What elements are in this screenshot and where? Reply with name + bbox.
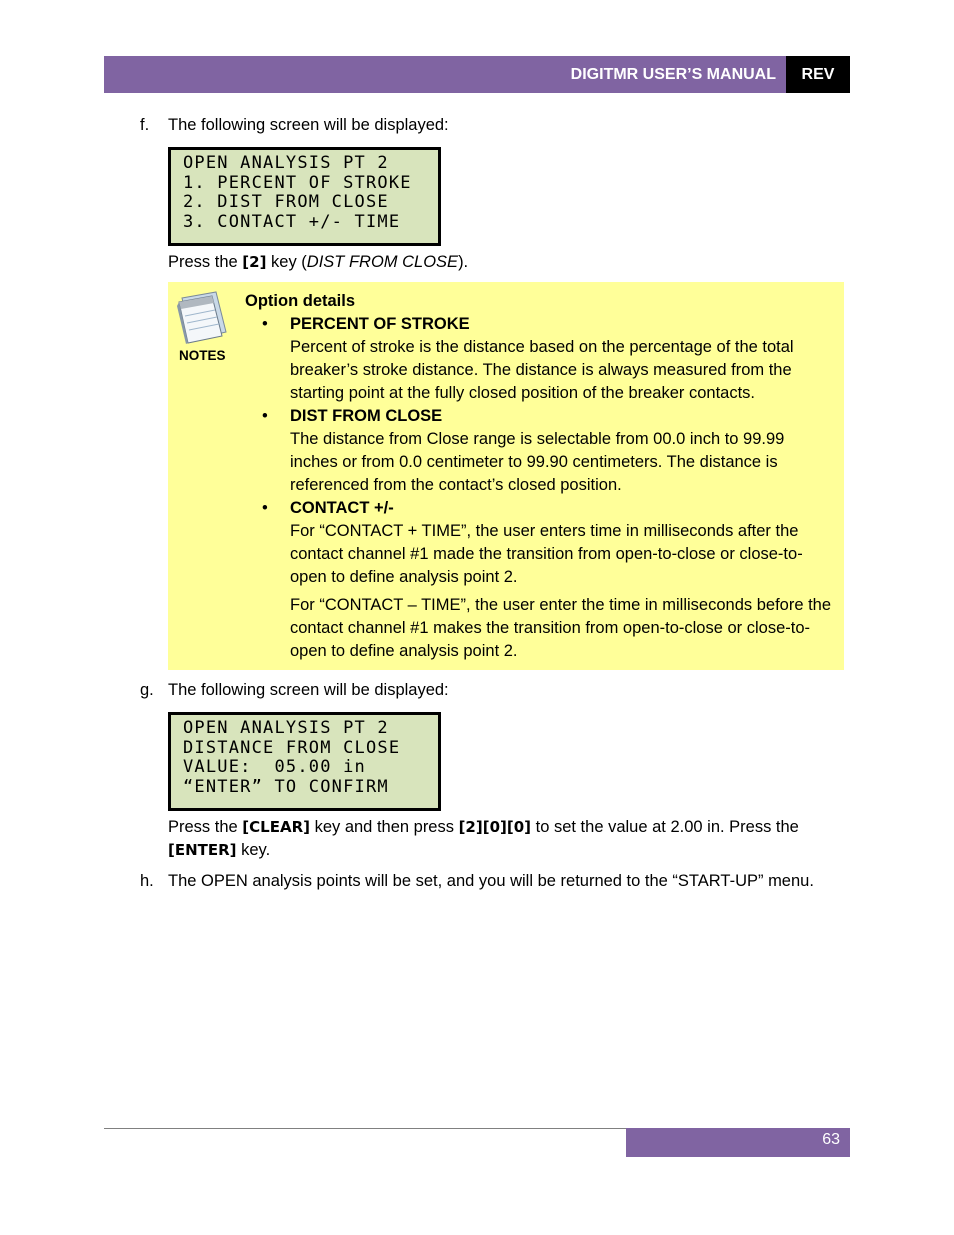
text: Press the [168, 818, 243, 836]
list-item [245, 405, 835, 497]
notes-label: NOTES [179, 348, 226, 363]
step-h [140, 872, 814, 891]
lcd-line: DISTANCE FROM CLOSE [183, 737, 401, 758]
option-name: DIST FROM CLOSE [306, 253, 459, 271]
revision-badge: REV 3 [786, 56, 850, 93]
step-letter: g. [140, 681, 154, 699]
text: key and then press [309, 818, 459, 836]
bullet: • [262, 499, 268, 517]
text: to set the value at 2.00 in. Press the [531, 818, 799, 836]
notes-box [168, 282, 844, 670]
notepad-icon [176, 288, 230, 351]
lcd-screen-analysis-menu [168, 147, 441, 246]
lcd-line: OPEN ANALYSIS PT 2 [183, 718, 389, 738]
item-text: The distance from Close range is selectable from 00.0 inch to 99.99 inches or from 0.0 centimeter to 99.90 centimeters. The distance is referenced from the contact’s closed position. [290, 430, 785, 494]
text: Press the [168, 253, 243, 271]
key-clear: [CLEAR] [242, 818, 310, 836]
step-g [140, 681, 449, 700]
footer-divider [104, 1128, 627, 1129]
item-title: CONTACT +/- [290, 499, 394, 517]
item-text: Percent of stroke is the distance based on the percentage of the total breaker’s stroke distance. The distance is always measured from the starting point at the fully closed position of the breaker contacts. [290, 338, 794, 402]
bullet: • [262, 315, 268, 333]
notes-content [245, 290, 835, 663]
text: key. [236, 841, 271, 859]
step-text: The OPEN analysis points will be set, and you will be returned to the “START-UP” menu. [168, 872, 814, 890]
step-letter: h. [140, 872, 154, 890]
lcd-line: VALUE: 05.00 in [183, 757, 366, 777]
text: key ( [266, 253, 307, 271]
key-enter: [ENTER] [168, 841, 237, 859]
lcd-line: 3. CONTACT +/- TIME [183, 211, 401, 232]
step-f [140, 116, 449, 135]
text: ). [458, 253, 469, 271]
item-title: PERCENT OF STROKE [290, 315, 470, 333]
page-header [104, 56, 850, 120]
notes-heading: Option details [245, 292, 356, 310]
press-2-instruction [168, 251, 468, 274]
step-text: The following screen will be displayed: [168, 681, 449, 699]
lcd-line: 2. DIST FROM CLOSE [183, 192, 389, 212]
bullet: • [262, 407, 268, 425]
item-text: For “CONTACT – TIME”, the user enter the time in milliseconds before the contact channel #1 makes the transition from open-to-close or close-to-open to define analysis point 2. [290, 596, 832, 660]
lcd-line: OPEN ANALYSIS PT 2 [183, 153, 389, 173]
lcd-line: 1. PERCENT OF STROKE [183, 172, 412, 193]
lcd-line: “ENTER” TO CONFIRM [183, 776, 389, 797]
step-letter: f. [140, 116, 150, 134]
key-2: [2] [242, 253, 267, 271]
lcd-screen-distance-value [168, 712, 441, 811]
page-number: 63 [626, 1128, 850, 1157]
item-title: DIST FROM CLOSE [290, 407, 443, 425]
key-200: [2][0][0] [458, 818, 532, 836]
press-clear-instruction [168, 816, 838, 862]
list-item [245, 313, 835, 405]
list-item [245, 497, 835, 663]
manual-title: DIGITMR USER’S MANUAL [570, 65, 776, 83]
step-text: The following screen will be displayed: [168, 116, 449, 134]
item-text: For “CONTACT + TIME”, the user enters time in milliseconds after the contact channel #1 made the transition from open-to-close or close-to-open to define analysis point 2. [290, 522, 803, 586]
